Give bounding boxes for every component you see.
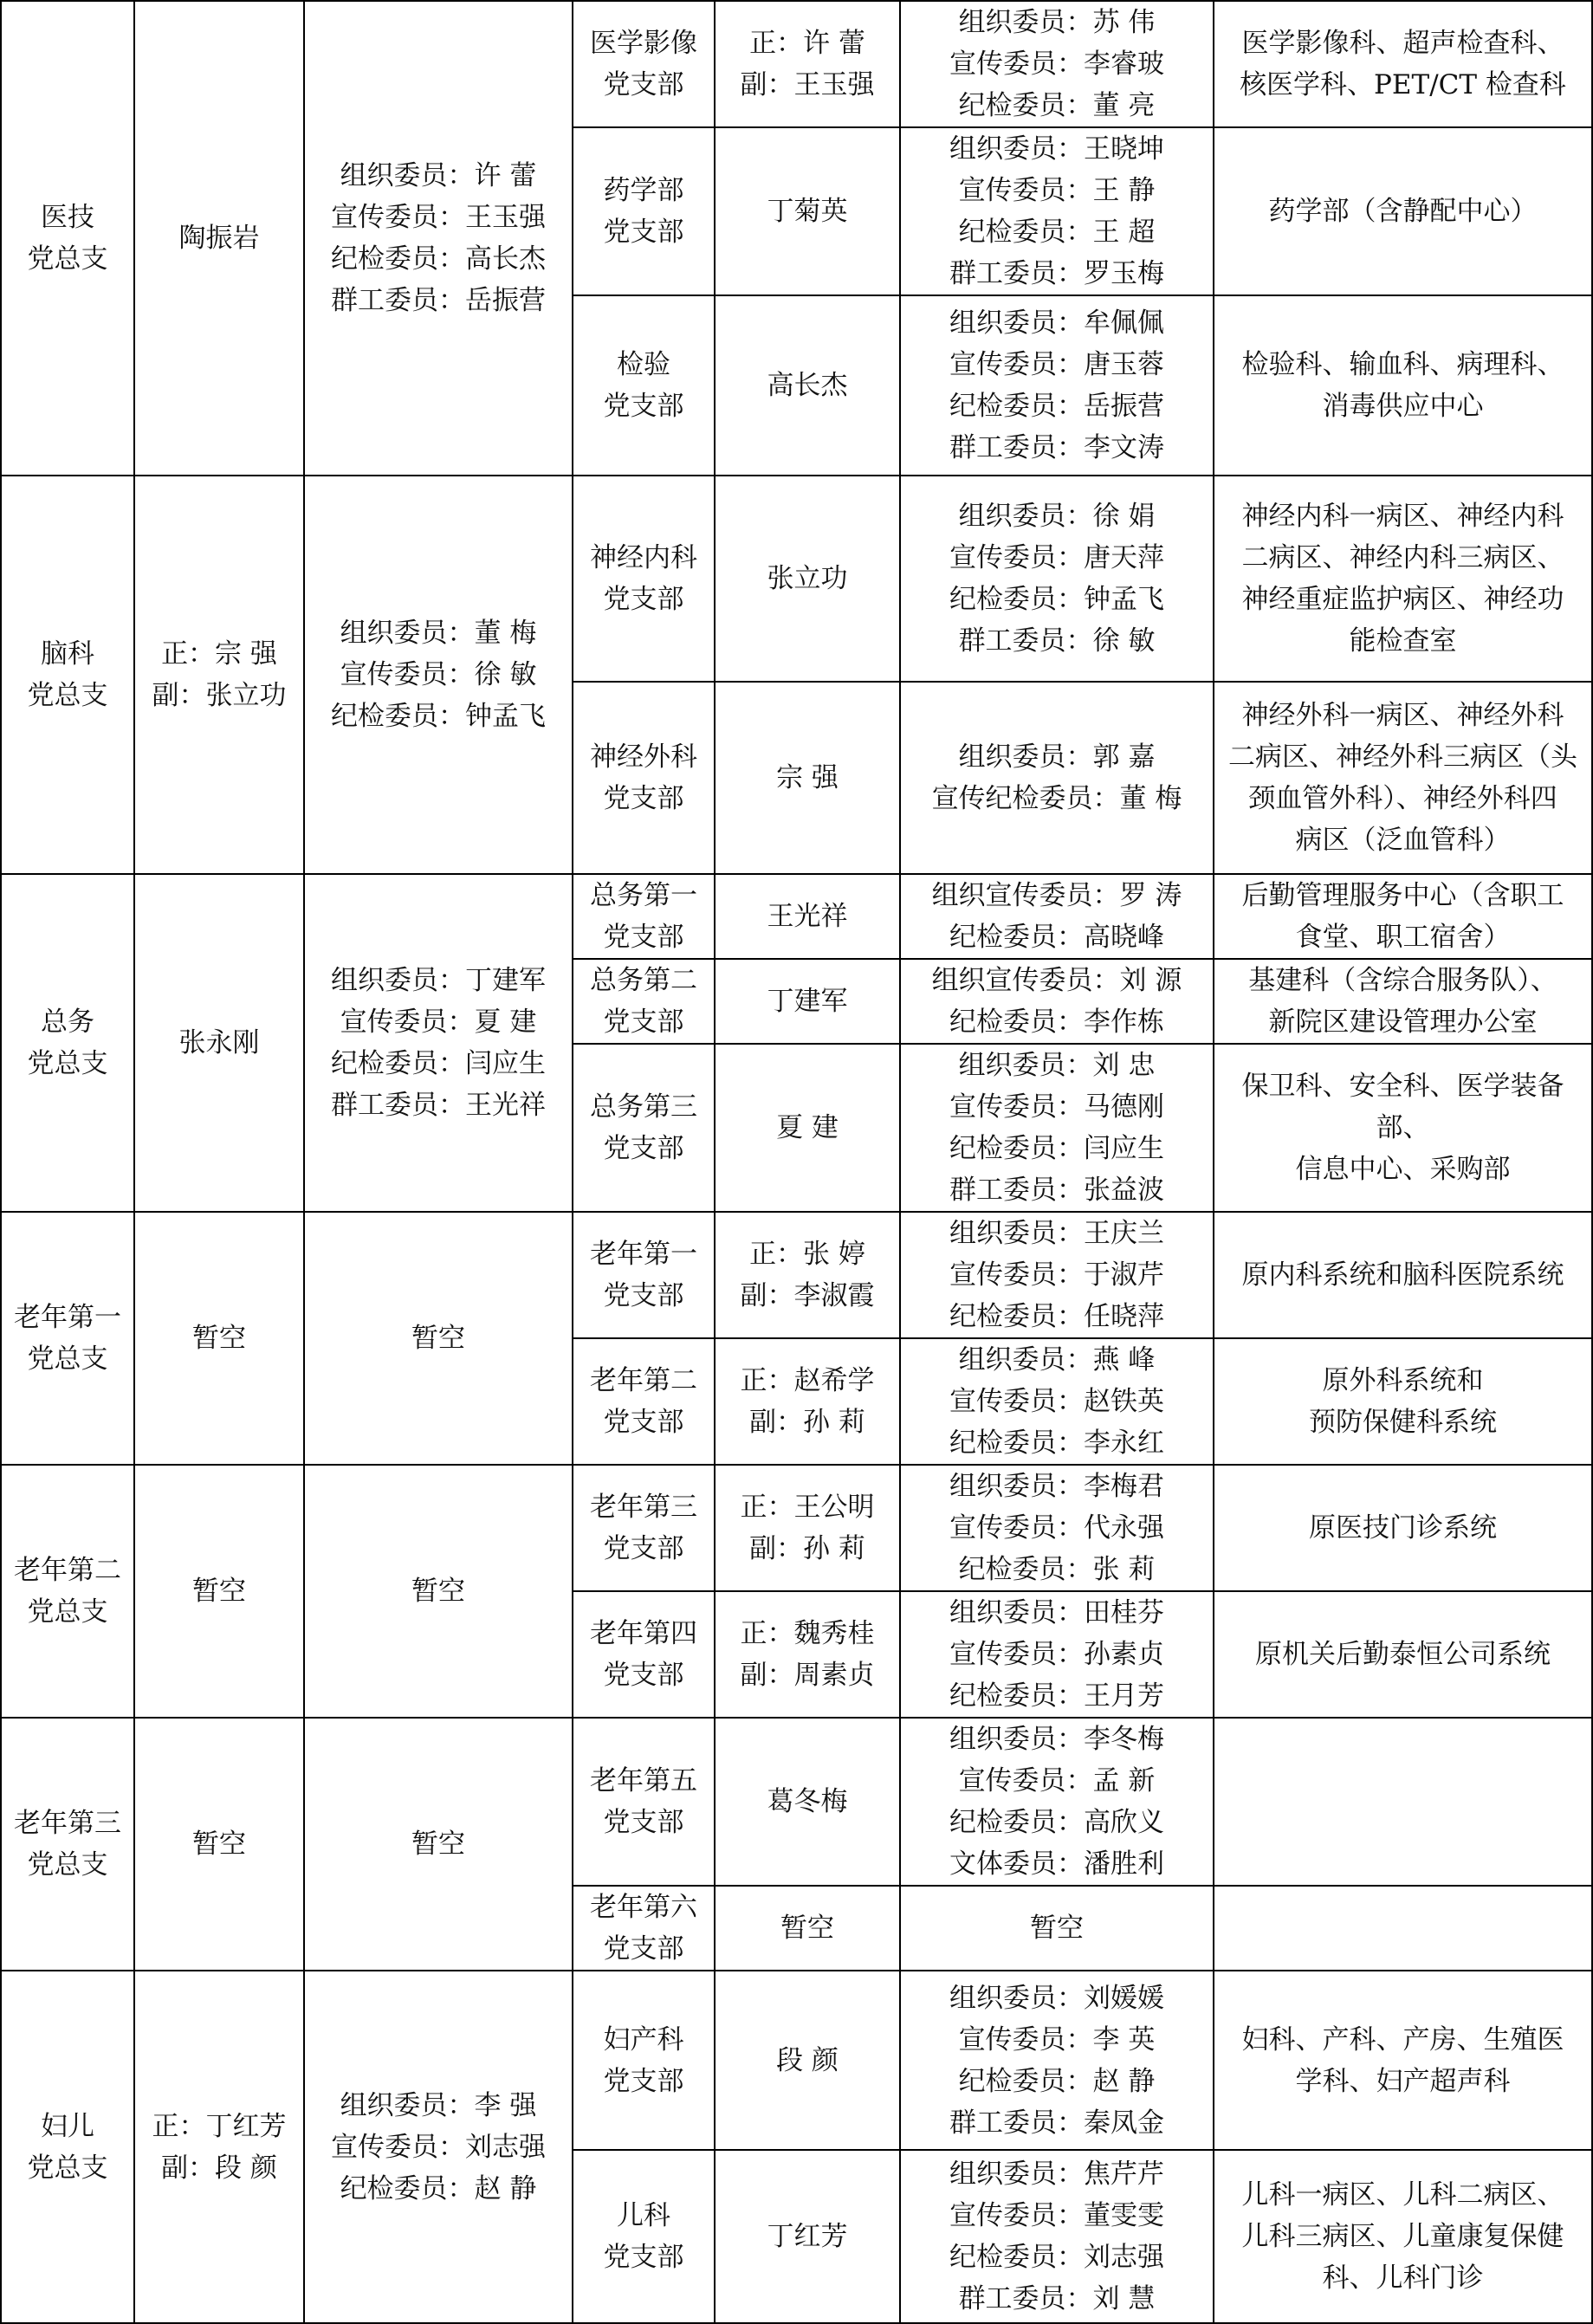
- branch-secretary: [715, 1971, 900, 2150]
- branch-scope: [1214, 1, 1592, 127]
- branch-committee-line: 纪检委员：王 超: [958, 217, 1156, 248]
- branch-committee: [900, 1338, 1214, 1465]
- branch-committee: [900, 1886, 1214, 1971]
- table-row: [1, 476, 1592, 682]
- branch-scope: [1214, 295, 1592, 476]
- branch-name-line: 党支部: [603, 69, 684, 100]
- branch-committee-line: 组织宣传委员：罗 涛: [931, 880, 1182, 911]
- general-branch-name-line: 总务: [41, 1007, 94, 1038]
- branch-committee-line: 纪检委员：李作栋: [949, 1007, 1164, 1038]
- general-branch-name: [1, 476, 134, 874]
- branch-scope: [1214, 1971, 1592, 2150]
- general-branch-committee: [304, 476, 573, 874]
- branch-committee-line: 宣传委员：赵铁英: [949, 1386, 1164, 1417]
- branch-name: [573, 1044, 715, 1212]
- branch-name-line: 老年第二: [590, 1365, 697, 1396]
- general-branch-name-line: 党总支: [27, 680, 108, 711]
- branch-name-line: 药学部: [603, 175, 684, 206]
- general-branch-name: [1, 1971, 134, 2323]
- branch-scope-line: 神经重症监护病区、神经功: [1241, 584, 1564, 615]
- table-row: [1, 874, 1592, 959]
- branch-name: [573, 1971, 715, 2150]
- general-branch-secretary-line: 副：张立功: [152, 680, 287, 711]
- branch-secretary: [715, 1338, 900, 1465]
- general-branch-committee-line: 群工委员：王光祥: [331, 1090, 546, 1121]
- branch-secretary-line: 副：孙 莉: [749, 1407, 865, 1438]
- branch-secretary-line: 宗 强: [776, 762, 839, 793]
- branch-secretary: [715, 1212, 900, 1338]
- branch-name: [573, 1886, 715, 1971]
- branch-name-line: 总务第三: [590, 1091, 697, 1123]
- branch-name-line: 医学影像: [590, 28, 697, 59]
- general-branch-secretary-line: 副：段 颜: [161, 2152, 277, 2184]
- branch-scope-line: 儿科一病区、儿科二病区、: [1241, 2179, 1564, 2211]
- general-branch-name-line: 党总支: [27, 1596, 108, 1628]
- branch-committee-line: 组织委员：刘 忠: [958, 1050, 1156, 1081]
- branch-scope-line: 二病区、神经内科三病区、: [1241, 542, 1564, 573]
- general-branch-name-line: 党总支: [27, 2152, 108, 2184]
- branch-secretary: [715, 1718, 900, 1886]
- branch-committee-line: 组织委员：王晓坤: [949, 133, 1164, 165]
- branch-committee-line: 暂空: [1030, 1913, 1084, 1944]
- branch-committee-line: 宣传委员：唐玉蓉: [949, 349, 1164, 380]
- branch-secretary: [715, 2150, 900, 2323]
- general-branch-committee: [304, 874, 573, 1212]
- branch-name-line: 党支部: [603, 2242, 684, 2273]
- branch-committee-line: 宣传委员：马德刚: [949, 1091, 1164, 1123]
- branch-scope-line: 妇科、产科、产房、生殖医: [1241, 2023, 1564, 2055]
- branch-committee-line: 纪检委员：张 莉: [958, 1554, 1156, 1585]
- branch-scope: [1214, 682, 1592, 874]
- branch-name-line: 党支部: [603, 217, 684, 248]
- general-branch-secretary-line: 正：丁红芳: [152, 2110, 287, 2142]
- branch-committee-line: 纪检委员：董 亮: [958, 90, 1156, 121]
- branch-scope-line: 二病区、神经外科三病区（头: [1228, 741, 1577, 773]
- branch-scope-line: 后勤管理服务中心（含职工: [1241, 880, 1564, 911]
- branch-committee-line: 纪检委员：高欣义: [949, 1807, 1164, 1838]
- general-branch-committee: [304, 1465, 573, 1718]
- general-branch-secretary-line: 暂空: [192, 1829, 246, 1860]
- general-branch-secretary: [134, 874, 304, 1212]
- branch-committee-line: 组织委员：燕 峰: [958, 1344, 1156, 1376]
- table-body: [1, 1, 1592, 2323]
- table-row: [1, 1, 1592, 127]
- branch-scope: [1214, 476, 1592, 682]
- branch-scope-line: 药学部（含静配中心）: [1268, 196, 1538, 227]
- branch-secretary-line: 丁菊英: [767, 196, 848, 227]
- general-branch-committee-line: 组织委员：董 梅: [340, 618, 537, 649]
- branch-secretary-line: 正：张 婷: [749, 1239, 865, 1270]
- branch-committee: [900, 682, 1214, 874]
- branch-secretary-line: 丁建军: [767, 986, 848, 1017]
- branch-committee-line: 组织委员：焦芹芹: [949, 2159, 1164, 2190]
- general-branch-secretary-line: 暂空: [192, 1323, 246, 1354]
- general-branch-committee-line: 组织委员：丁建军: [331, 965, 546, 996]
- general-branch-secretary-line: 暂空: [192, 1576, 246, 1607]
- branch-committee-line: 宣传委员：王 静: [958, 175, 1156, 206]
- branch-name-line: 党支部: [603, 1280, 684, 1311]
- branch-committee-line: 组织委员：田桂芬: [949, 1597, 1164, 1628]
- general-branch-committee-line: 暂空: [411, 1576, 465, 1607]
- table-row: [1, 1212, 1592, 1338]
- branch-scope-line: 学科、妇产超声科: [1295, 2065, 1511, 2097]
- branch-committee: [900, 1044, 1214, 1212]
- branch-name: [573, 1212, 715, 1338]
- branch-name: [573, 1, 715, 127]
- general-branch-committee-line: 纪检委员：赵 静: [340, 2172, 537, 2204]
- general-branch-committee: [304, 1971, 573, 2323]
- branch-committee: [900, 476, 1214, 682]
- branch-committee-line: 纪检委员：钟孟飞: [949, 584, 1164, 615]
- branch-committee: [900, 2150, 1214, 2323]
- branch-name: [573, 295, 715, 476]
- branch-name-line: 党支部: [603, 1933, 684, 1965]
- branch-name-line: 老年第三: [590, 1492, 697, 1523]
- branch-name: [573, 959, 715, 1044]
- branch-name-line: 老年第一: [590, 1239, 697, 1270]
- general-branch-name-line: 党总支: [27, 1048, 108, 1079]
- branch-committee-line: 组织委员：李梅君: [949, 1471, 1164, 1502]
- general-branch-committee-line: 宣传委员：刘志强: [331, 2131, 546, 2163]
- branch-name: [573, 682, 715, 874]
- general-branch-secretary: [134, 476, 304, 874]
- general-branch-committee-line: 纪检委员：钟孟飞: [331, 701, 546, 732]
- branch-name-line: 党支部: [603, 1133, 684, 1164]
- branch-secretary-line: 段 颜: [776, 2044, 839, 2076]
- branch-scope-line: 原医技门诊系统: [1309, 1512, 1497, 1544]
- branch-committee-line: 纪检委员：岳振营: [949, 391, 1164, 422]
- branch-committee-line: 宣传委员：孟 新: [958, 1765, 1156, 1796]
- branch-secretary-line: 副：周素贞: [740, 1660, 875, 1691]
- branch-scope: [1214, 1886, 1592, 1971]
- branch-name-line: 党支部: [603, 2065, 684, 2097]
- general-branch-name-line: 党总支: [27, 1343, 108, 1375]
- branch-committee: [900, 127, 1214, 295]
- branch-committee-line: 群工委员：刘 慧: [958, 2283, 1156, 2314]
- branch-secretary-line: 高长杰: [767, 370, 848, 401]
- branch-scope-line: 神经内科一病区、神经内科: [1241, 501, 1564, 532]
- branch-secretary-line: 正：魏秀桂: [740, 1618, 875, 1649]
- general-branch-secretary: [134, 1718, 304, 1971]
- branch-name-line: 党支部: [603, 1660, 684, 1691]
- branch-committee: [900, 1718, 1214, 1886]
- branch-secretary-line: 张立功: [767, 563, 848, 594]
- branch-name: [573, 1338, 715, 1465]
- branch-committee-line: 宣传委员：孙素贞: [949, 1639, 1164, 1670]
- branch-scope-line: 核医学科、PET/CT 检查科: [1240, 69, 1566, 100]
- general-branch-committee-line: 宣传委员：王玉强: [331, 202, 546, 233]
- general-branch-name-line: 妇儿: [41, 2110, 94, 2142]
- branch-name: [573, 2150, 715, 2323]
- branch-scope-line: 检验科、输血科、病理科、: [1241, 349, 1564, 380]
- branch-scope-line: 原机关后勤泰恒公司系统: [1255, 1639, 1551, 1670]
- branch-scope: [1214, 1591, 1592, 1718]
- general-branch-committee-line: 宣传委员：徐 敏: [340, 659, 537, 690]
- general-branch-secretary: [134, 1465, 304, 1718]
- general-branch-committee-line: 暂空: [411, 1829, 465, 1860]
- general-branch-committee: [304, 1212, 573, 1465]
- branch-scope-line: 预防保健科系统: [1309, 1407, 1497, 1438]
- general-branch-committee-line: 纪检委员：高长杰: [331, 243, 546, 275]
- branch-secretary: [715, 1465, 900, 1591]
- general-branch-committee-line: 纪检委员：闫应生: [331, 1048, 546, 1079]
- branch-scope-line: 新院区建设管理办公室: [1268, 1007, 1538, 1038]
- branch-scope: [1214, 1212, 1592, 1338]
- branch-committee-line: 纪检委员：闫应生: [949, 1133, 1164, 1164]
- branch-name-line: 党支部: [603, 1807, 684, 1838]
- table-row: [1, 1718, 1592, 1886]
- branch-name-line: 党支部: [603, 1007, 684, 1038]
- general-branch-committee-line: 宣传委员：夏 建: [340, 1007, 537, 1038]
- branch-name-line: 老年第六: [590, 1892, 697, 1923]
- branch-name-line: 老年第五: [590, 1765, 697, 1796]
- branch-name: [573, 874, 715, 959]
- general-branch-name: [1, 1465, 134, 1718]
- branch-committee-line: 组织委员：徐 娟: [958, 501, 1156, 532]
- branch-secretary-line: 葛冬梅: [767, 1786, 848, 1817]
- general-branch-committee-line: 组织委员：许 蕾: [340, 160, 537, 191]
- branch-secretary: [715, 959, 900, 1044]
- branch-name: [573, 1591, 715, 1718]
- branch-name: [573, 127, 715, 295]
- general-branch-committee-line: 组织委员：李 强: [340, 2089, 537, 2121]
- branch-scope-line: 科、儿科门诊: [1322, 2263, 1484, 2294]
- general-branch-name-line: 党总支: [27, 1849, 108, 1881]
- branch-committee-line: 群工委员：罗玉梅: [949, 258, 1164, 289]
- branch-committee-line: 宣传委员：李 英: [958, 2023, 1156, 2055]
- branch-name: [573, 1465, 715, 1591]
- branch-scope: [1214, 1465, 1592, 1591]
- general-branch-committee-line: 暂空: [411, 1323, 465, 1354]
- branch-secretary: [715, 127, 900, 295]
- branch-name-line: 妇产科: [603, 2023, 684, 2055]
- branch-committee-line: 宣传委员：唐天萍: [949, 542, 1164, 573]
- branch-committee-line: 纪检委员：王月芳: [949, 1680, 1164, 1712]
- branch-committee: [900, 1, 1214, 127]
- branch-scope-line: 能检查室: [1349, 625, 1457, 657]
- general-branch-secretary: [134, 1212, 304, 1465]
- branch-committee-line: 组织委员：牟佩佩: [949, 307, 1164, 339]
- branch-secretary: [715, 476, 900, 682]
- general-branch-secretary: [134, 1971, 304, 2323]
- branch-committee-line: 群工委员：徐 敏: [958, 625, 1156, 657]
- branch-name-line: 党支部: [603, 1533, 684, 1564]
- branch-committee-line: 组织委员：李冬梅: [949, 1724, 1164, 1755]
- branch-committee: [900, 1212, 1214, 1338]
- branch-secretary: [715, 1044, 900, 1212]
- branch-committee-line: 群工委员：张益波: [949, 1175, 1164, 1206]
- branch-committee: [900, 295, 1214, 476]
- general-branch-committee: [304, 1, 573, 476]
- branch-committee: [900, 1465, 1214, 1591]
- branch-name-line: 党支部: [603, 1407, 684, 1438]
- general-branch-name-line: 老年第二: [14, 1555, 121, 1586]
- general-branch-secretary-line: 正：宗 强: [161, 638, 277, 670]
- branch-scope-line: 原外科系统和: [1322, 1365, 1484, 1396]
- branch-name: [573, 1718, 715, 1886]
- branch-name-line: 党支部: [603, 922, 684, 953]
- branch-scope-line: 保卫科、安全科、医学装备部、: [1241, 1071, 1564, 1143]
- branch-name-line: 神经外科: [590, 741, 697, 773]
- branch-scope: [1214, 1338, 1592, 1465]
- branch-secretary: [715, 1, 900, 127]
- branch-committee-line: 组织委员：郭 嘉: [958, 741, 1156, 773]
- branch-committee-line: 宣传委员：董雯雯: [949, 2200, 1164, 2231]
- branch-scope-line: 儿科三病区、儿童康复保健: [1241, 2221, 1564, 2252]
- branch-secretary: [715, 874, 900, 959]
- general-branch-name: [1, 1718, 134, 1971]
- branch-secretary: [715, 295, 900, 476]
- branch-secretary-line: 丁红芳: [767, 2221, 848, 2252]
- branch-committee-line: 纪检委员：赵 静: [958, 2065, 1156, 2097]
- branch-committee-line: 纪检委员：李永红: [949, 1427, 1164, 1459]
- general-branch-name: [1, 1, 134, 476]
- general-branch-name-line: 老年第三: [14, 1808, 121, 1839]
- branch-committee-line: 组织委员：苏 伟: [958, 7, 1156, 38]
- branch-secretary: [715, 1591, 900, 1718]
- branch-committee-line: 纪检委员：高晓峰: [949, 922, 1164, 953]
- branch-secretary-line: 正：王公明: [740, 1492, 875, 1523]
- branch-committee: [900, 959, 1214, 1044]
- branch-secretary-line: 正：赵希学: [740, 1365, 875, 1396]
- general-branch-name-line: 老年第一: [14, 1302, 121, 1333]
- branch-committee-line: 组织委员：王庆兰: [949, 1218, 1164, 1249]
- branch-secretary-line: 副：王玉强: [740, 69, 875, 100]
- branch-committee-line: 宣传委员：于淑芹: [949, 1259, 1164, 1291]
- branch-scope-line: 病区（泛血管科）: [1295, 825, 1511, 856]
- branch-secretary-line: 副：孙 莉: [749, 1533, 865, 1564]
- branch-committee-line: 群工委员：秦凤金: [949, 2107, 1164, 2139]
- branch-committee-line: 文体委员：潘胜利: [949, 1848, 1164, 1880]
- table-row: [1, 1465, 1592, 1591]
- general-branch-secretary-line: 张永刚: [178, 1027, 260, 1058]
- branch-secretary-line: 夏 建: [776, 1112, 839, 1143]
- general-branch-name: [1, 874, 134, 1212]
- branch-scope-line: 神经外科一病区、神经外科: [1241, 700, 1564, 731]
- branch-name-line: 总务第一: [590, 880, 697, 911]
- table-row: [1, 1971, 1592, 2150]
- branch-committee-line: 纪检委员：刘志强: [949, 2242, 1164, 2273]
- branch-committee: [900, 1971, 1214, 2150]
- general-branch-name-line: 医技: [41, 202, 94, 233]
- branch-name-line: 党支部: [603, 783, 684, 814]
- branch-committee-line: 宣传委员：李睿玻: [949, 49, 1164, 80]
- branch-scope: [1214, 2150, 1592, 2323]
- branch-secretary-line: 副：李淑霞: [740, 1280, 875, 1311]
- branch-scope: [1214, 127, 1592, 295]
- general-branch-committee: [304, 1718, 573, 1971]
- general-branch-name-line: 脑科: [41, 638, 94, 670]
- branch-name-line: 神经内科: [590, 542, 697, 573]
- branch-name-line: 老年第四: [590, 1618, 697, 1649]
- branch-name-line: 儿科: [617, 2200, 670, 2231]
- branch-name: [573, 476, 715, 682]
- branch-secretary-line: 暂空: [780, 1913, 834, 1944]
- branch-scope: [1214, 959, 1592, 1044]
- general-branch-name-line: 党总支: [27, 243, 108, 275]
- branch-committee-line: 纪检委员：任晓萍: [949, 1301, 1164, 1332]
- branch-scope-line: 信息中心、采购部: [1295, 1154, 1511, 1185]
- branch-name-line: 党支部: [603, 391, 684, 422]
- general-branch-secretary: [134, 1, 304, 476]
- general-branch-committee-line: 群工委员：岳振营: [331, 285, 546, 316]
- branch-committee-line: 群工委员：李文涛: [949, 432, 1164, 463]
- branch-scope-line: 基建科（含综合服务队）、: [1248, 965, 1557, 996]
- branch-name-line: 检验: [617, 349, 670, 380]
- branch-scope-line: 医学影像科、超声检查科、: [1241, 28, 1564, 59]
- branch-secretary-line: 王光祥: [767, 901, 848, 932]
- branch-scope-line: 消毒供应中心: [1322, 391, 1484, 422]
- branch-committee: [900, 1591, 1214, 1718]
- branch-scope-line: 原内科系统和脑科医院系统: [1241, 1259, 1564, 1291]
- branch-secretary-line: 正：许 蕾: [749, 28, 865, 59]
- branch-scope: [1214, 1044, 1592, 1212]
- general-branch-name: [1, 1212, 134, 1465]
- branch-committee: [900, 874, 1214, 959]
- general-branch-secretary-line: 陶振岩: [178, 223, 260, 254]
- branch-scope: [1214, 874, 1592, 959]
- branch-committee-line: 宣传纪检委员：董 梅: [931, 783, 1182, 814]
- branch-committee-line: 组织宣传委员：刘 源: [931, 965, 1182, 996]
- branch-committee-line: 宣传委员：代永强: [949, 1512, 1164, 1544]
- branch-scope-line: 食堂、职工宿舍）: [1295, 922, 1511, 953]
- branch-committee-line: 组织委员：刘媛媛: [949, 1982, 1164, 2014]
- branch-secretary: [715, 1886, 900, 1971]
- branch-name-line: 党支部: [603, 584, 684, 615]
- branch-name-line: 总务第二: [590, 965, 697, 996]
- branch-secretary: [715, 682, 900, 874]
- branch-scope-line: 颈血管外科）、神经外科四: [1248, 783, 1557, 814]
- branch-scope: [1214, 1718, 1592, 1886]
